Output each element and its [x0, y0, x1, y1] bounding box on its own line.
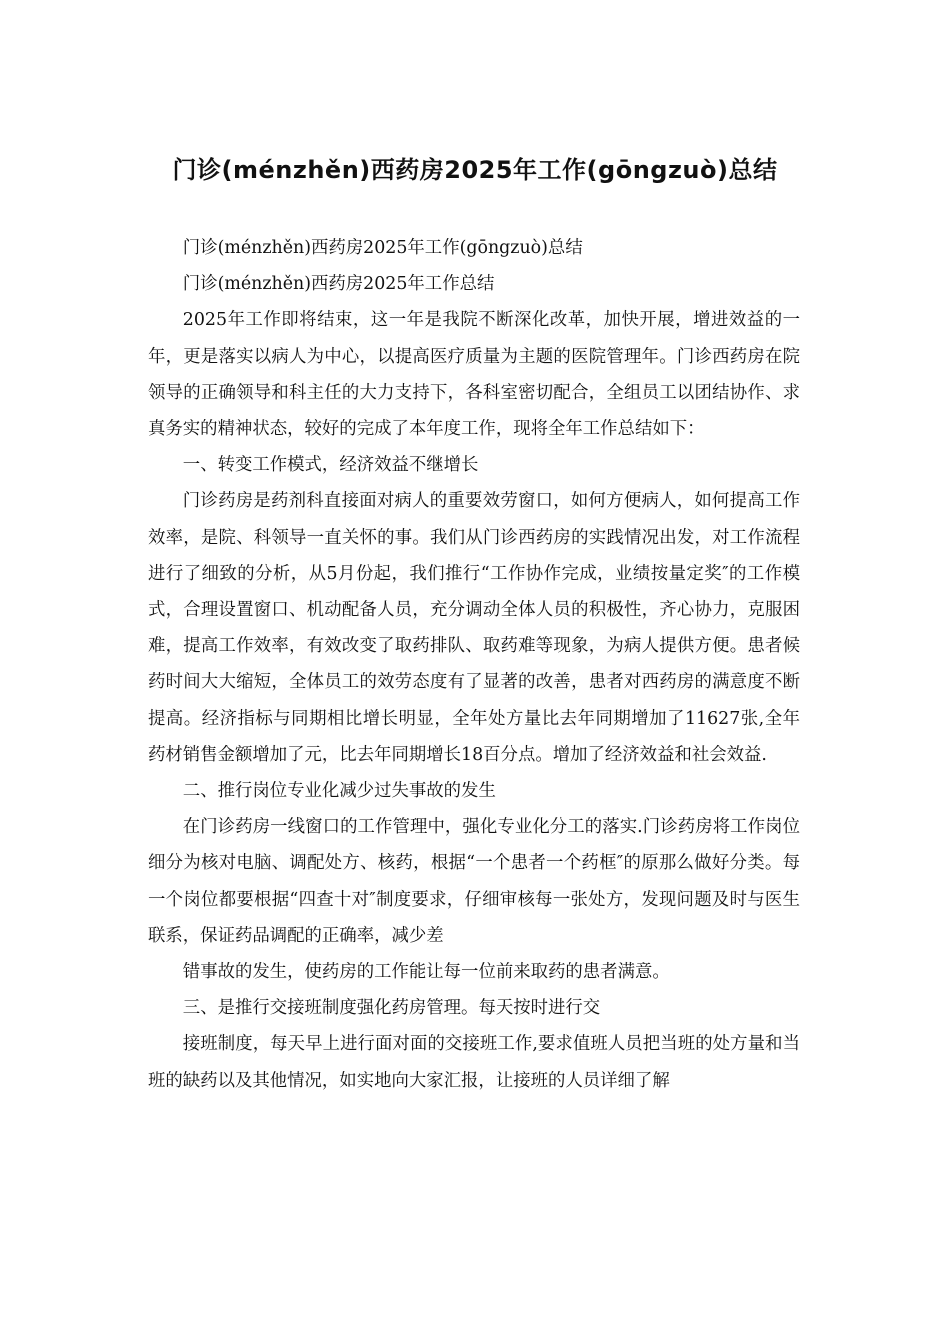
paragraph-subtitle-2: 门诊(ménzhěn)西药房2025年工作总结 — [182, 274, 495, 295]
paragraph-intro: 2025年工作即将结束，这一年是我院不断深化改革，加快开展，增进效益的一年，更是落实以病人为中心，以提高医疗质量为主题的医院管理年。门诊西药房在院领导的正确领导和科主任的大力支持下，各科室密切配合，全组员工以团结协作、求真务实的精神状态，较好的完成了本年度工作，现将全年工作总结如下： — [148, 310, 800, 440]
paragraph-section-1: 门诊药房是药剂科直接面对病人的重要效劳窗口，如何方便病人，如何提高工作效率，是院、科领导一直关怀的事。我们从门诊西药房的实践情况出发，对工作流程进行了细致的分析，从5月份起，我们推行“工作协作完成，业绩按量定奖″的工作模式，合理设置窗口、机动配备人员，充分调动全体人员的积极性，齐心协力，克服困难，提高工作效率，有效改变了取药排队、取药难等现象，为病人提供方便。患者候药时间大大缩短，全体员工的效劳态度有了显著的改善，患者对西药房的满意度不断提高。经济指标与同期相比增长明显，全年处方量比去年同期增加了11627张,全年药材销售金额增加了元，比去年同期增长18百分点。增加了经济效益和社会效益. — [148, 491, 800, 765]
section-heading-3: 三、是推行交接班制度强化药房管理。每天按时进行交 — [182, 998, 601, 1019]
paragraph-section-2: 在门诊药房一线窗口的工作管理中，强化专业化分工的落实.门诊药房将工作岗位细分为核对电脑、调配处方、核药，根据“一个患者一个药框″的原那么做好分类。每一个岗位都要根据“四查十对″制度要求，仔细审核每一张处方，发现问题及时与医生联系，保证药品调配的正确率，减少差 — [148, 817, 800, 946]
document-body — [148, 230, 800, 1099]
section-heading-1: 一、转变工作模式，经济效益不继增长 — [182, 455, 479, 476]
document-title: 门诊(ménzhěn)西药房2025年工作(gōngzuò)总结 — [172, 156, 778, 184]
section-heading-2: 二、推行岗位专业化减少过失事故的发生 — [182, 781, 496, 802]
paragraph-subtitle-1: 门诊(ménzhěn)西药房2025年工作(gōngzuò)总结 — [182, 238, 583, 258]
paragraph-section-3: 接班制度，每天早上进行面对面的交接班工作,要求值班人员把当班的处方量和当班的缺药以及其他情况，如实地向大家汇报，让接班的人员详细了解 — [148, 1034, 800, 1091]
paragraph-section-2-cont: 错事故的发生，使药房的工作能让每一位前来取药的患者满意。 — [182, 962, 670, 983]
